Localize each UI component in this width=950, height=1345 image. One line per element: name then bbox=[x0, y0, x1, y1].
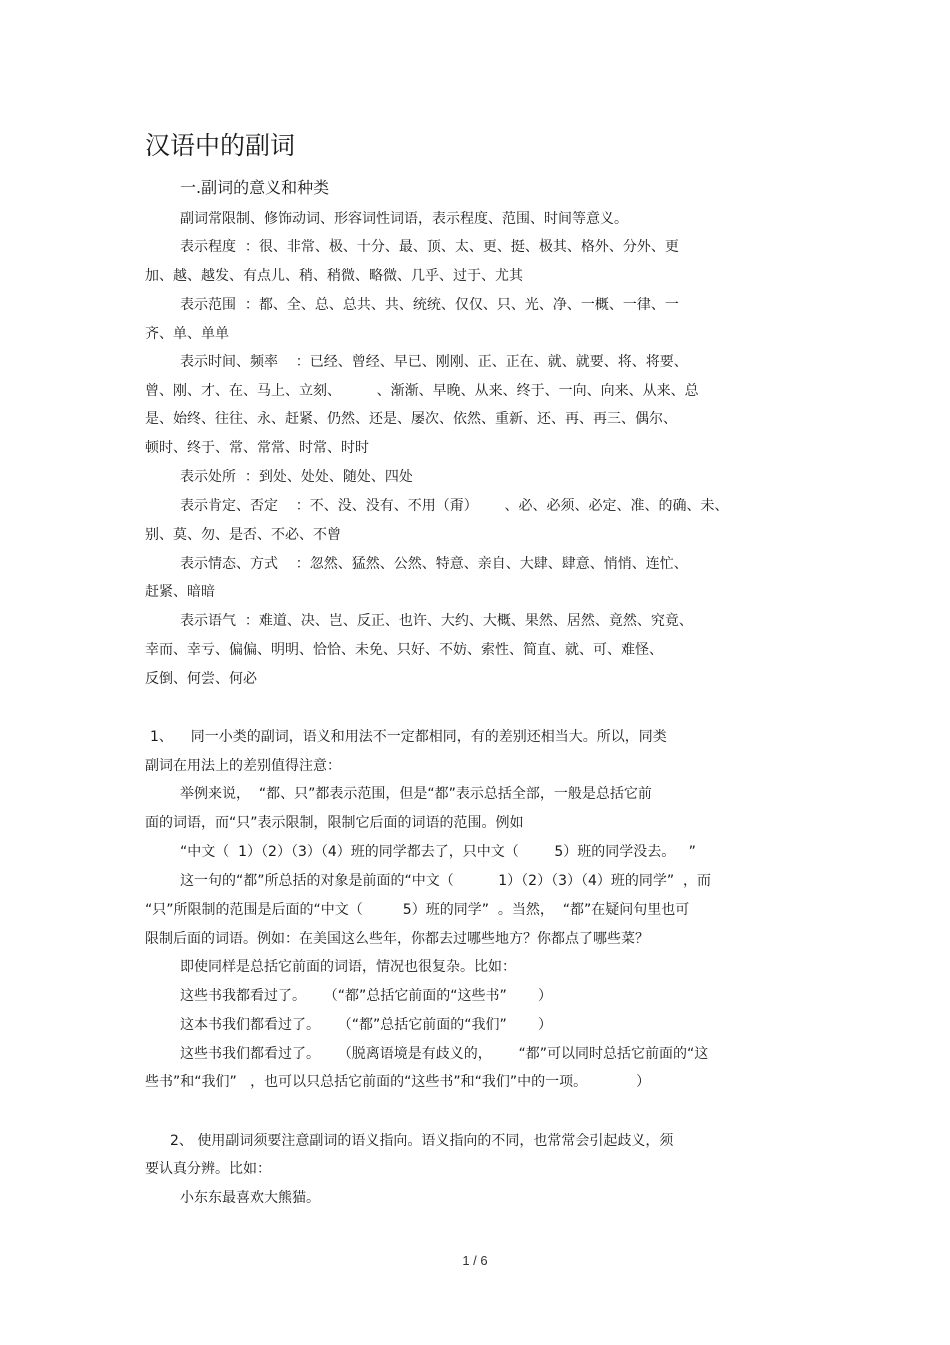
text-line: 1、 同一小类的副词，语义和用法不一定都相同，有的差别还相当大。所以，同类 bbox=[150, 729, 667, 745]
text-line: 表示语气 ：难道、决、岂、反正、也许、大约、大概、果然、居然、竟然、究竟、 bbox=[180, 613, 693, 629]
text-line: 即使同样是总括它前面的词语，情况也很复杂。比如： bbox=[180, 959, 516, 975]
text-line: “中文（ 1）（2）（3）（4）班的同学都去了，只中文（ 5）班的同学没去。 ” bbox=[180, 844, 696, 860]
text-line: 这些书我们都看过了。 （脱离语境是有歧义的， “都”可以同时总括它前面的“这 bbox=[180, 1046, 709, 1062]
text-line: 反倒、何尝、何必 bbox=[145, 671, 257, 687]
text-line: 这些书我都看过了。 （“都”总括它前面的“这些书” ） bbox=[180, 988, 552, 1004]
text-line: 要认真分辨。比如： bbox=[145, 1161, 271, 1177]
text-line: 这本书我们都看过了。 （“都”总括它前面的“我们” ） bbox=[180, 1017, 552, 1033]
text-line: 是、始终、往往、永、赶紧、仍然、还是、屡次、依然、重新、还、再、再三、偶尔、 bbox=[145, 411, 677, 427]
text-line: 限制后面的词语。例如：在美国这么些年，你都去过哪些地方？你都点了哪些菜？ bbox=[145, 931, 649, 947]
text-line: 别、莫、勿、是否、不必、不曾 bbox=[145, 527, 341, 543]
text-line: 表示情态、方式 ：忽然、猛然、公然、特意、亲自、大肆、肆意、悄悄、连忙、 bbox=[180, 556, 688, 572]
text-line: 面的词语，而“只”表示限制，限制它后面的词语的范围。例如 bbox=[145, 815, 524, 831]
text-line: 举例来说， “都、只”都表示范围，但是“都”表示总括全部，一般是总括它前 bbox=[180, 786, 652, 802]
section-heading: 一.副词的意义和种类 bbox=[180, 178, 330, 197]
text-line: 些书”和“我们” ，也可以只总括它前面的“这些书”和“我们”中的一项。 ） bbox=[145, 1074, 651, 1090]
text-line: 赶紧、暗暗 bbox=[145, 584, 215, 600]
text-line: 幸而、幸亏、偏偏、明明、恰恰、未免、只好、不妨、索性、简直、就、可、难怪、 bbox=[145, 642, 663, 658]
text-line: 2、 使用副词须要注意副词的语义指向。语义指向的不同，也常常会引起歧义，须 bbox=[170, 1133, 674, 1149]
text-line: 表示程度 ：很、非常、极、十分、最、顶、太、更、挺、极其、格外、分外、更 bbox=[180, 239, 679, 255]
text-line: 曾、刚、才、在、马上、立刻、 、渐渐、早晚、从来、终于、一向、向来、从来、总 bbox=[145, 383, 699, 399]
page-title: 汉语中的副词 bbox=[145, 131, 296, 160]
text-line: 表示处所 ：到处、处处、随处、四处 bbox=[180, 469, 413, 485]
text-line: “只”所限制的范围是后面的“中文（ 5）班的同学” 。当然， “都”在疑问句里也可 bbox=[145, 902, 690, 918]
text-line: 加、越、越发、有点儿、稍、稍微、略微、几乎、过于、尤其 bbox=[145, 268, 523, 284]
text-line: 这一句的“都”所总括的对象是前面的“中文（ 1）（2）（3）（4）班的同学” ，而 bbox=[180, 873, 712, 889]
text-line: 副词常限制、修饰动词、形容词性词语，表示程度、范围、时间等意义。 bbox=[180, 211, 628, 227]
text-line: 顿时、终于、常、常常、时常、时时 bbox=[145, 440, 369, 456]
page-number: 1 / 6 bbox=[462, 1253, 488, 1268]
text-line: 表示范围 ：都、全、总、总共、共、统统、仅仅、只、光、净、一概、一律、一 bbox=[180, 297, 679, 313]
text-line: 表示肯定、否定 ：不、没、没有、不用（甭） 、必、必须、必定、准、的确、未、 bbox=[180, 498, 729, 514]
text-line: 副词在用法上的差别值得注意： bbox=[145, 758, 341, 774]
text-line: 小东东最喜欢大熊猫。 bbox=[180, 1190, 320, 1206]
text-line: 表示时间、频率 ：已经、曾经、早已、刚刚、正、正在、就、就要、将、将要、 bbox=[180, 354, 688, 370]
text-line: 齐、单、单单 bbox=[145, 326, 229, 342]
